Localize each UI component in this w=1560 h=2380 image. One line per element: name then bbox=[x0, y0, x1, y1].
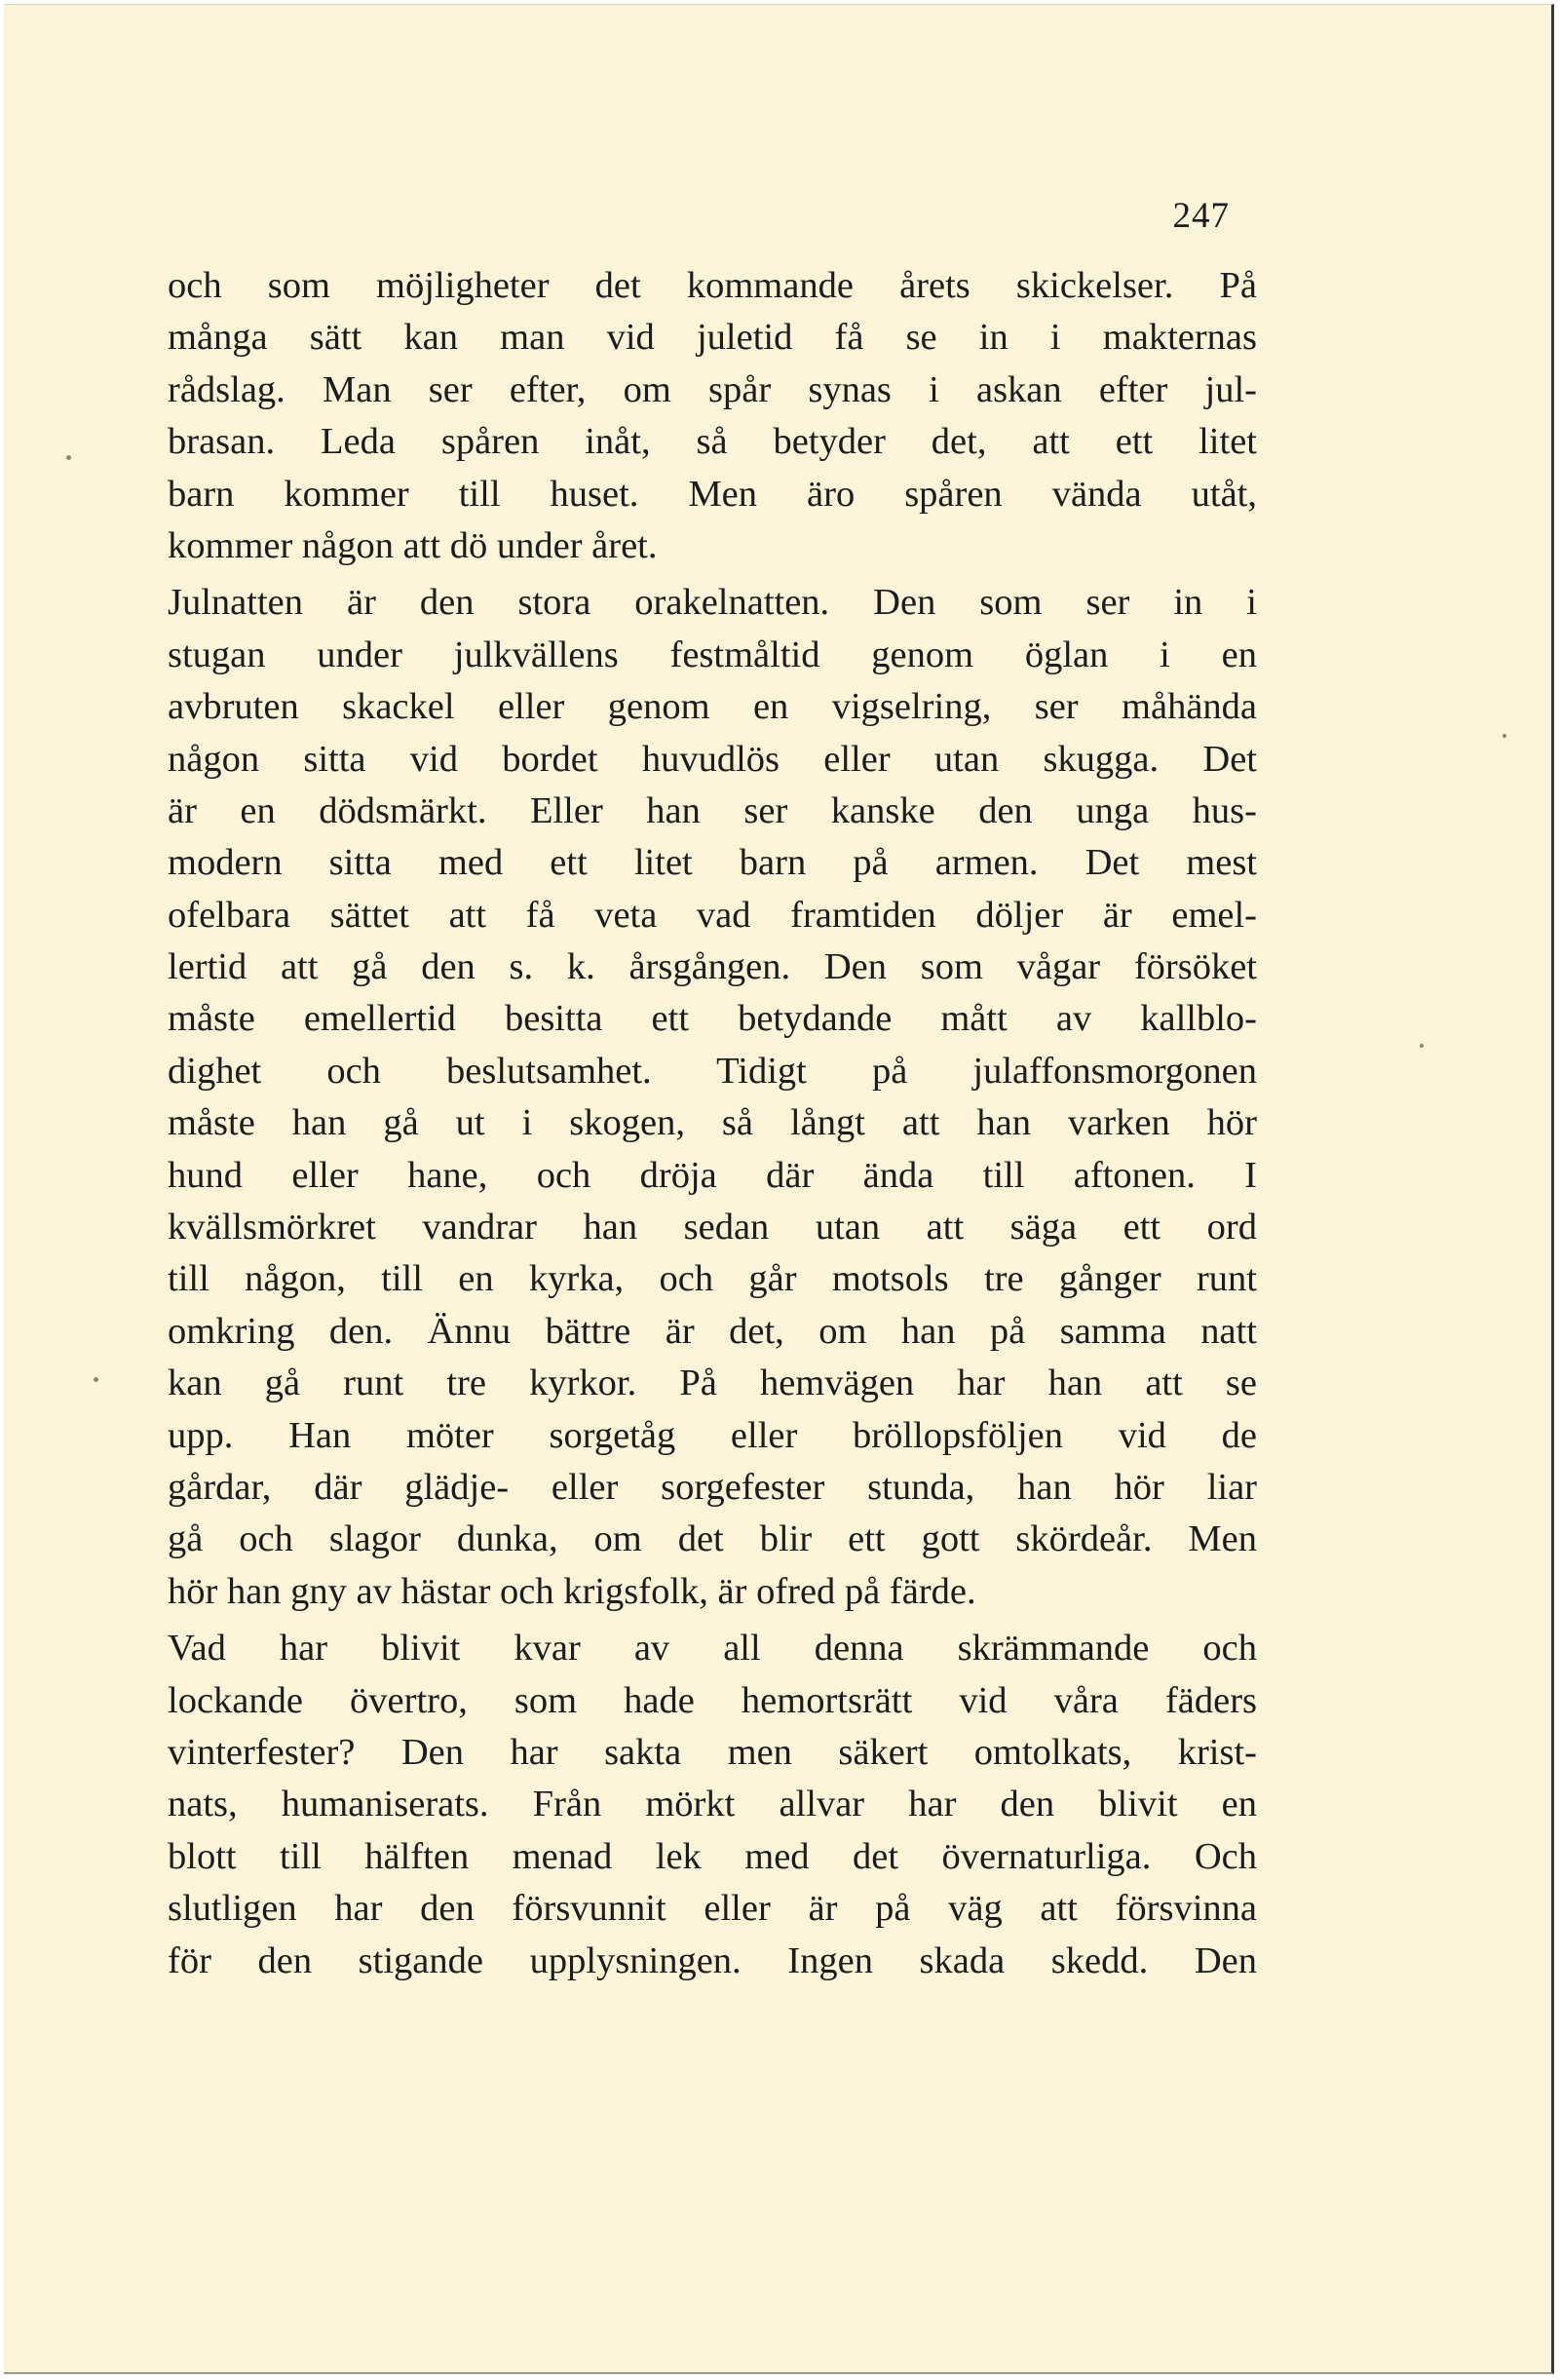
text-line: och som möjligheter det kommande årets skickelser. På bbox=[168, 265, 1257, 306]
page-number: 247 bbox=[1172, 196, 1230, 236]
paragraph bbox=[168, 577, 1257, 1618]
paper-speck bbox=[1503, 734, 1506, 738]
text-line: stugan under julkvällens festmåltid genom öglan i en bbox=[168, 633, 1257, 675]
text-line: någon sitta vid bordet huvudlös eller utan skugga. Det bbox=[168, 738, 1257, 780]
book-page bbox=[4, 4, 1554, 2374]
text-line: hör han gny av hästar och krigsfolk, är ofred på färde. bbox=[168, 1570, 976, 1612]
text-line: avbruten skackel eller genom en vigselring, ser måhända bbox=[168, 686, 1257, 728]
text-line: lertid att gå den s. k. årsgången. Den som vågar försöket bbox=[168, 946, 1257, 988]
text-line: barn kommer till huset. Men äro spåren vända utåt, bbox=[168, 473, 1257, 515]
text-line: omkring den. Ännu bättre är det, om han på samma natt bbox=[168, 1310, 1257, 1352]
text-line: lockande övertro, som hade hemortsrätt vid våra fäders bbox=[168, 1679, 1257, 1721]
paper-speck bbox=[94, 1377, 98, 1382]
text-line: modern sitta med ett litet barn på armen. Det mest bbox=[168, 842, 1257, 884]
text-line: Julnatten är den stora orakelnatten. Den som ser in i bbox=[168, 582, 1257, 624]
text-line: Vad har blivit kvar av all denna skrämmande och bbox=[168, 1628, 1257, 1670]
text-line: kan gå runt tre kyrkor. På hemvägen har han att se bbox=[168, 1363, 1257, 1404]
paragraph bbox=[168, 1623, 1257, 1987]
text-line: måste han gå ut i skogen, så långt att han varken hör bbox=[168, 1102, 1257, 1144]
text-line: brasan. Leda spåren inåt, så betyder det, att ett litet bbox=[168, 421, 1257, 463]
text-line: ofelbara sättet att få veta vad framtiden döljer är emel- bbox=[168, 894, 1257, 936]
text-line: för den stigande upplysningen. Ingen skada skedd. Den bbox=[168, 1939, 1257, 1981]
text-line: kvällsmörkret vandrar han sedan utan att säga ett ord bbox=[168, 1207, 1257, 1248]
text-line: hund eller hane, och dröja där ända till aftonen. I bbox=[168, 1154, 1257, 1196]
text-line: rådslag. Man ser efter, om spår synas i askan efter jul- bbox=[168, 368, 1257, 410]
text-line: är en dödsmärkt. Eller han ser kanske den unga hus- bbox=[168, 789, 1257, 831]
text-line: måste emellertid besitta ett betydande mått av kallblo- bbox=[168, 998, 1257, 1040]
text-line: gå och slagor dunka, om det blir ett gott skördeår. Men bbox=[168, 1518, 1257, 1560]
text-line: gårdar, där glädje- eller sorgefester stunda, han hör liar bbox=[168, 1466, 1257, 1508]
paper-speck bbox=[66, 455, 71, 460]
text-line: till någon, till en kyrka, och går motsols tre gånger runt bbox=[168, 1258, 1257, 1300]
text-line: många sätt kan man vid juletid få se in i makternas bbox=[168, 317, 1257, 359]
text-line: nats, humaniserats. Från mörkt allvar har den blivit en bbox=[168, 1784, 1257, 1825]
body-text bbox=[168, 260, 1257, 1987]
text-line: kommer någon att dö under året. bbox=[168, 524, 658, 566]
paragraph bbox=[168, 260, 1257, 572]
text-line: dighet och beslutsamhet. Tidigt på julaffonsmorgonen bbox=[168, 1050, 1257, 1092]
text-line: blott till hälften menad lek med det övernaturliga. Och bbox=[168, 1835, 1257, 1877]
text-line: vinterfester? Den har sakta men säkert omtolkats, krist- bbox=[168, 1731, 1257, 1773]
paper-speck bbox=[1420, 1044, 1424, 1048]
text-line: slutligen har den försvunnit eller är på väg att försvinna bbox=[168, 1888, 1257, 1930]
text-line: upp. Han möter sorgetåg eller bröllopsföljen vid de bbox=[168, 1414, 1257, 1456]
